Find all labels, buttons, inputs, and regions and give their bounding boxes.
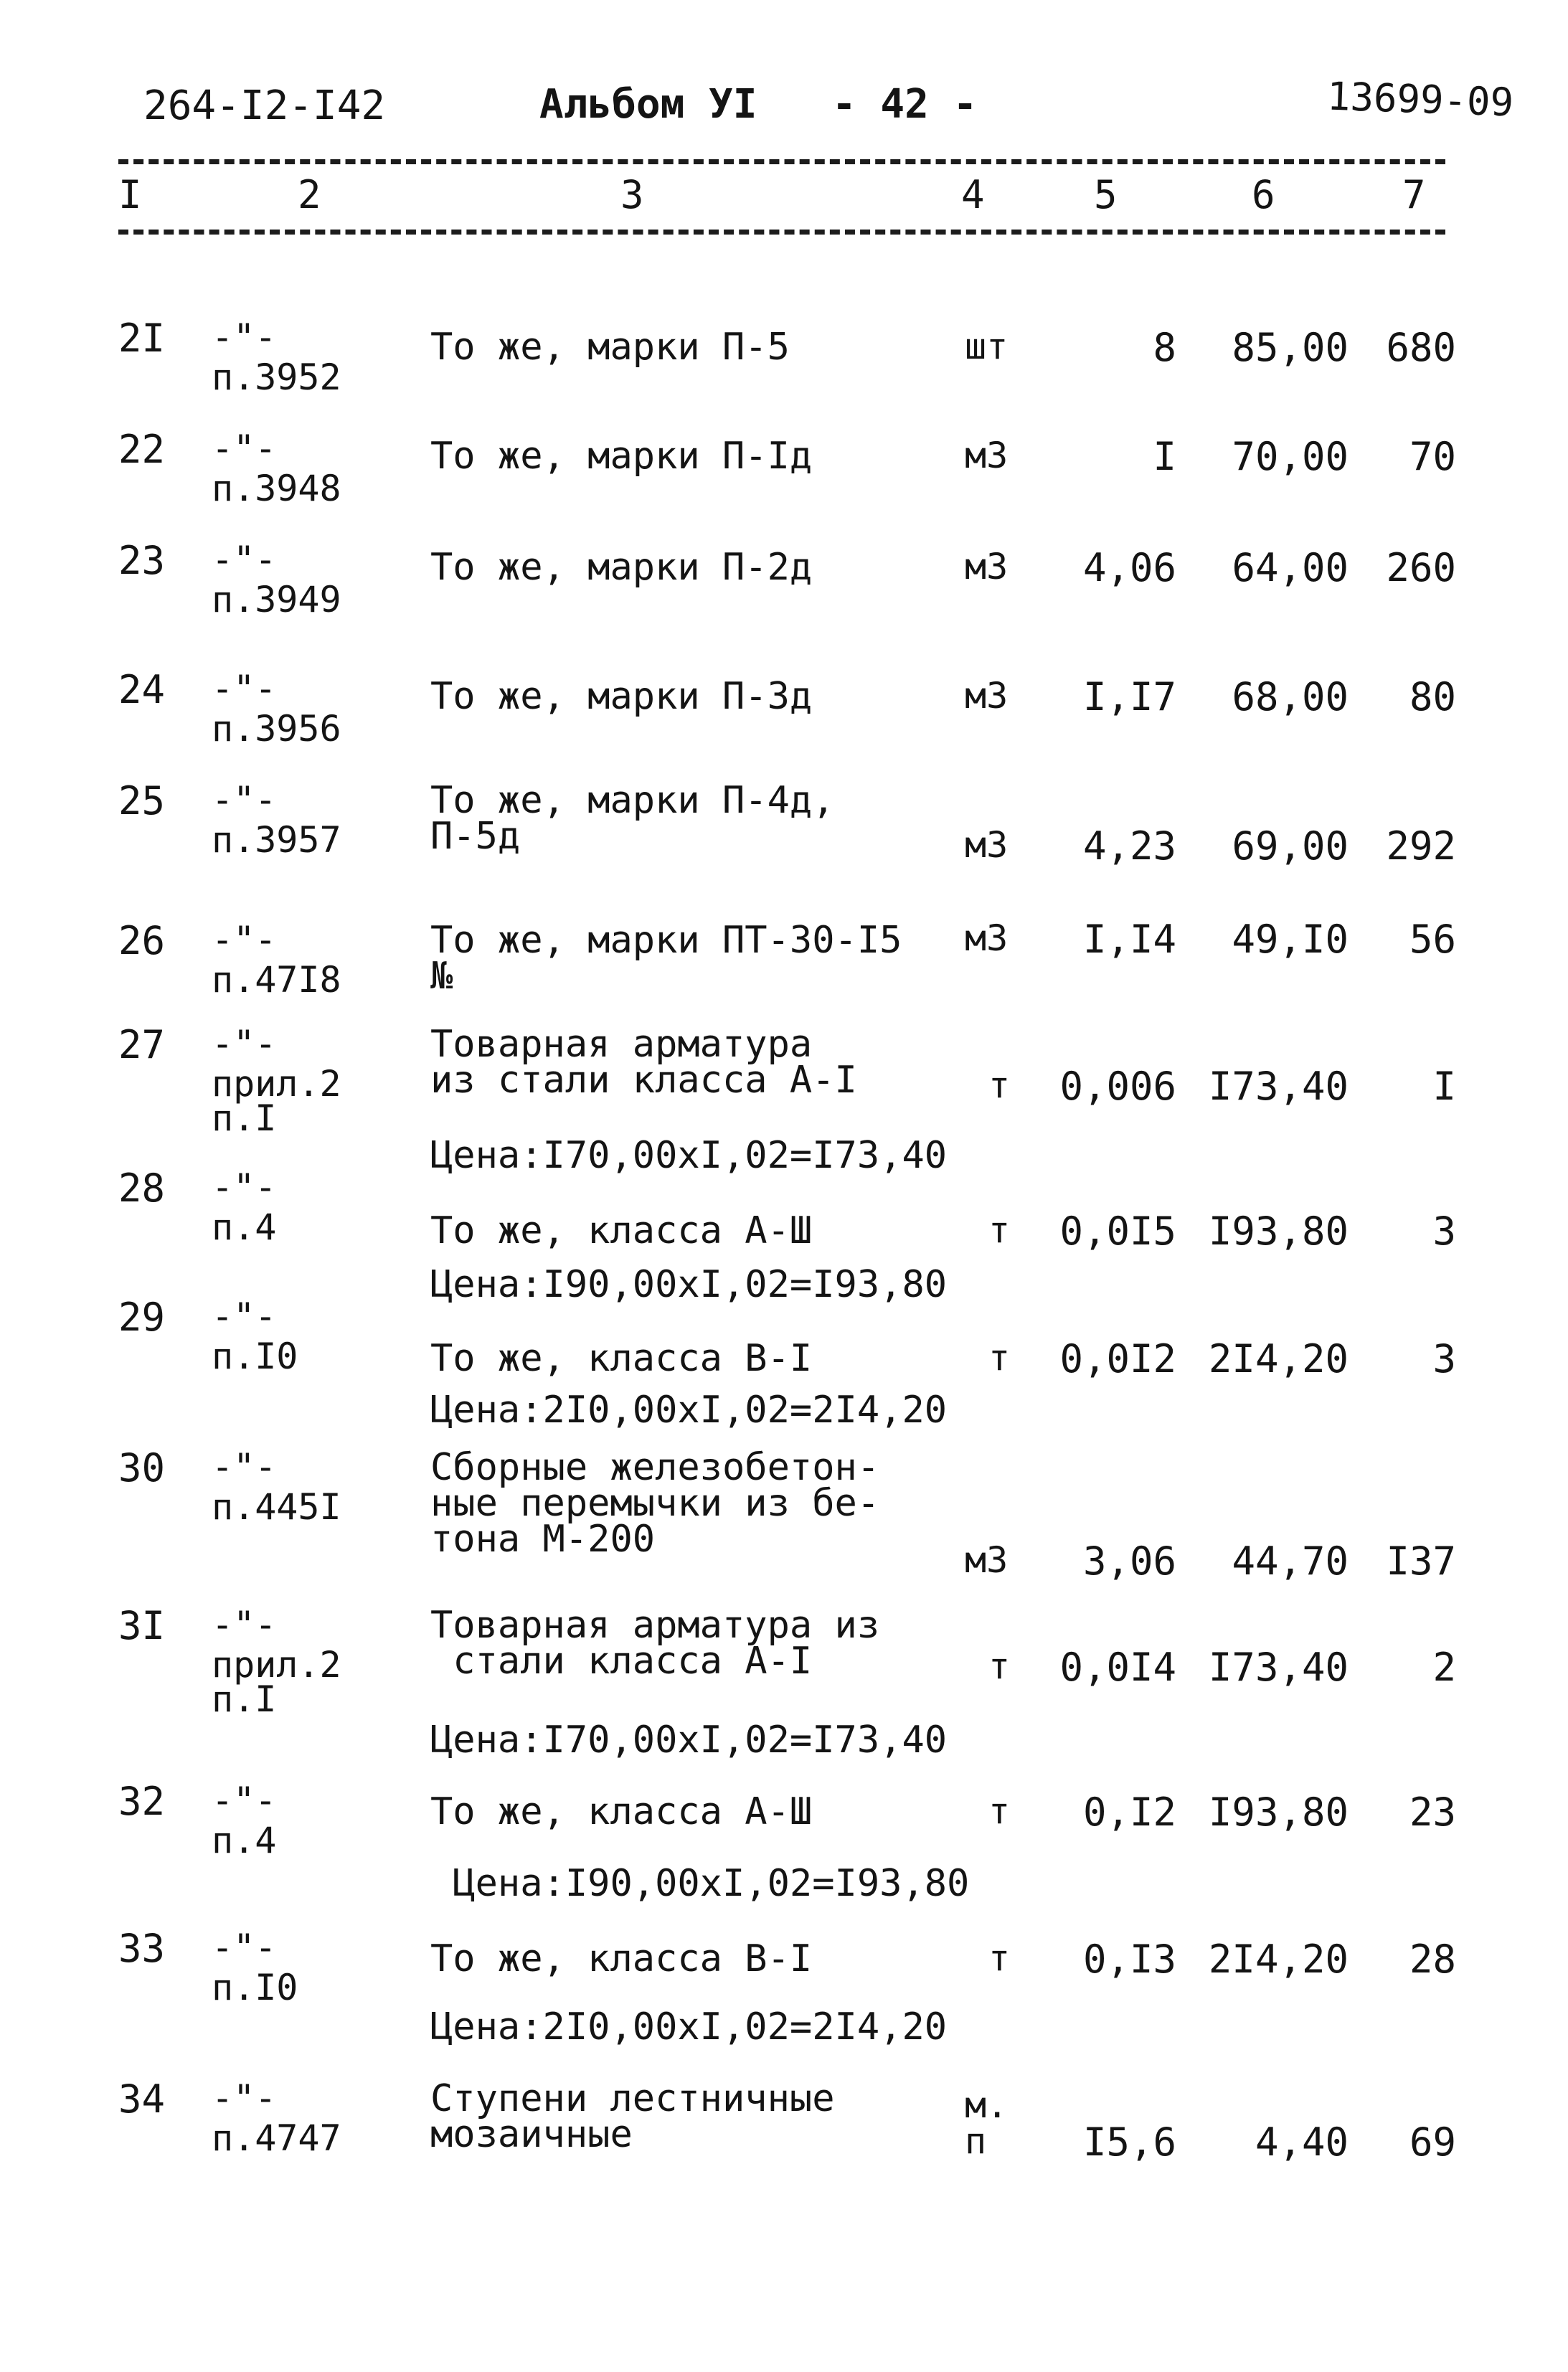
item-number: 34 [118,2076,166,2122]
item-number: 23 [118,538,166,583]
total-cost-cell: 70 [1409,434,1456,479]
reference-line: -"- [212,1023,277,1064]
header-rule-bottom [118,230,1445,235]
column-number: 5 [1094,172,1118,217]
price-note: Цена:I90,00хI,02=I93,80 [430,1263,948,1306]
reference-line: п.3949 [212,579,341,620]
column-number: 2 [298,172,321,217]
description-line: То же, марки П-4д, [430,779,835,822]
unit-cell: м3 [965,675,1009,717]
total-cost-cell: 23 [1409,1790,1456,1835]
reference-line: -"- [212,668,277,709]
header-rule-top [118,159,1445,164]
item-number: 33 [118,1926,166,1971]
quantity-cell: 3,06 [1082,1539,1176,1584]
unit-cell: м. п [965,2084,1009,2162]
quantity-cell: 0,006 [1059,1064,1176,1109]
description-line: мозаичные [430,2113,633,2156]
reference-line: п.3957 [212,819,341,861]
reference-line: п.4747 [212,2117,341,2159]
unit-price-cell: 69,00 [1232,823,1349,869]
unit-price-cell: I93,80 [1208,1209,1349,1254]
price-note: Цена:I90,00хI,02=I93,80 [430,1862,970,1905]
unit-price-cell: 2I4,20 [1208,1336,1349,1381]
description-line: ные перемычки из бе- [430,1482,880,1525]
unit-cell: шт [965,326,1009,367]
unit-price-cell: 64,00 [1232,545,1349,590]
total-cost-cell: 56 [1409,917,1456,962]
item-number: 27 [118,1022,166,1067]
unit-cell: т [988,1337,1011,1379]
reference-line: п.I [212,1097,277,1139]
quantity-cell: I,I7 [1082,674,1176,719]
unit-cell: т [988,1064,1011,1106]
price-note: Цена:I70,00хI,02=I73,40 [430,1719,948,1762]
unit-cell: м3 [965,546,1009,587]
description-line: П-5д [430,815,521,858]
reference-line: прил.2 [212,1644,341,1686]
description-line: То же, марки П-5 [430,326,790,369]
description-line: То же, марки П-2д [430,546,813,589]
total-cost-cell: 3 [1432,1336,1456,1381]
archive-number: 13699-09 [1326,73,1515,126]
description-line: тона М-200 [430,1518,656,1561]
reference-line: -"- [212,779,277,821]
item-number: 29 [118,1295,166,1340]
total-cost-cell: I37 [1386,1539,1456,1584]
reference-line: -"- [212,1780,277,1821]
description-line: То же, класса А-Ш [430,1790,813,1833]
reference-line: п.I0 [212,1336,298,1377]
description-line: Товарная арматура из [430,1604,880,1647]
item-number: 22 [118,427,166,472]
total-cost-cell: 2 [1432,1645,1456,1690]
item-number: 32 [118,1779,166,1824]
total-cost-cell: 260 [1386,545,1456,590]
item-number: 24 [118,667,166,712]
reference-line: -"- [212,427,277,469]
reference-line: -"- [212,1166,277,1208]
description-line: из стали класса А-I [430,1059,857,1102]
column-number: 4 [961,172,985,217]
page-number: - 42 - [832,81,978,128]
description-line: То же, марки ПТ-30-I5 [430,919,902,962]
description-line: То же, класса В-I [430,1937,813,1980]
item-number: 3I [118,1603,166,1648]
unit-cell: т [988,1790,1011,1832]
unit-price-cell: 44,70 [1232,1539,1349,1584]
total-cost-cell: 69 [1409,2120,1456,2165]
reference-line: -"- [212,539,277,580]
quantity-cell: 0,0I2 [1059,1336,1176,1381]
total-cost-cell: 3 [1432,1209,1456,1254]
price-note: Цена:I70,00хI,02=I73,40 [430,1134,948,1177]
reference-line: п.3952 [212,356,341,398]
description-line: То же, марки П-3д [430,675,813,718]
quantity-cell: 4,06 [1082,545,1176,590]
quantity-cell: 0,I3 [1082,1937,1176,1982]
total-cost-cell: 28 [1409,1937,1456,1982]
price-note: Цена:2I0,00хI,02=2I4,20 [430,2005,948,2049]
quantity-cell: 0,I2 [1082,1790,1176,1835]
quantity-cell: I,I4 [1082,917,1176,962]
reference-line: п.3956 [212,708,341,750]
description-line: Ступени лестничные [430,2077,835,2120]
column-number: 6 [1252,172,1275,217]
column-number: 3 [620,172,644,217]
column-number: I [118,172,142,217]
item-number: 25 [118,778,166,823]
description-line: То же, марки П-Iд [430,435,813,478]
reference-line: п.4 [212,1820,277,1861]
unit-cell: т [988,1937,1011,1979]
unit-price-cell: 49,I0 [1232,917,1349,962]
album-title: Альбом УI [539,81,757,128]
reference-line: п.I0 [212,1967,298,2008]
description-line: стали класса А-I [430,1640,813,1683]
document-code: 264-I2-I42 [143,82,386,129]
reference-line: -"- [212,1295,277,1337]
quantity-cell: 0,0I5 [1059,1209,1176,1254]
quantity-cell: 4,23 [1082,823,1176,869]
item-number: 28 [118,1166,166,1211]
reference-line: п.I [212,1678,277,1720]
total-cost-cell: 292 [1386,823,1456,869]
item-number: 26 [118,918,166,963]
price-note: Цена:2I0,00хI,02=2I4,20 [430,1389,948,1432]
unit-price-cell: I93,80 [1208,1790,1349,1835]
item-number: 30 [118,1445,166,1490]
quantity-cell: 8 [1153,325,1176,370]
unit-cell: м3 [965,824,1009,866]
reference-line: п.47I8 [212,959,341,1001]
reference-line: п.4 [212,1206,277,1248]
unit-cell: м3 [965,917,1009,959]
unit-price-cell: 85,00 [1232,325,1349,370]
unit-cell: м3 [965,1539,1009,1581]
unit-cell: т [988,1209,1011,1251]
description-line: То же, класса В-I [430,1337,813,1380]
unit-price-cell: 2I4,20 [1208,1937,1349,1982]
unit-price-cell: 68,00 [1232,674,1349,719]
unit-price-cell: 4,40 [1255,2120,1349,2165]
reference-line: -"- [212,1604,277,1645]
description-line: Сборные железобетон- [430,1446,880,1489]
item-number: 2I [118,316,166,361]
description-line: № [430,955,453,998]
unit-price-cell: I73,40 [1208,1064,1349,1109]
reference-line: -"- [212,919,277,960]
unit-cell: т [988,1645,1011,1687]
unit-cell: м3 [965,435,1009,476]
reference-line: п.3948 [212,468,341,509]
description-line: Товарная арматура [430,1023,813,1066]
quantity-cell: I [1153,434,1176,479]
reference-line: -"- [212,2077,277,2119]
description-line: То же, класса А-Ш [430,1209,813,1252]
quantity-cell: I5,6 [1082,2120,1176,2165]
total-cost-cell: 680 [1386,325,1456,370]
reference-line: -"- [212,1927,277,1968]
unit-price-cell: 70,00 [1232,434,1349,479]
reference-line: -"- [212,1446,277,1488]
reference-line: -"- [212,316,277,358]
total-cost-cell: 80 [1409,674,1456,719]
quantity-cell: 0,0I4 [1059,1645,1176,1690]
column-number: 7 [1402,172,1426,217]
reference-line: прил.2 [212,1063,341,1105]
unit-price-cell: I73,40 [1208,1645,1349,1690]
reference-line: п.445I [212,1486,341,1528]
total-cost-cell: I [1432,1064,1456,1109]
